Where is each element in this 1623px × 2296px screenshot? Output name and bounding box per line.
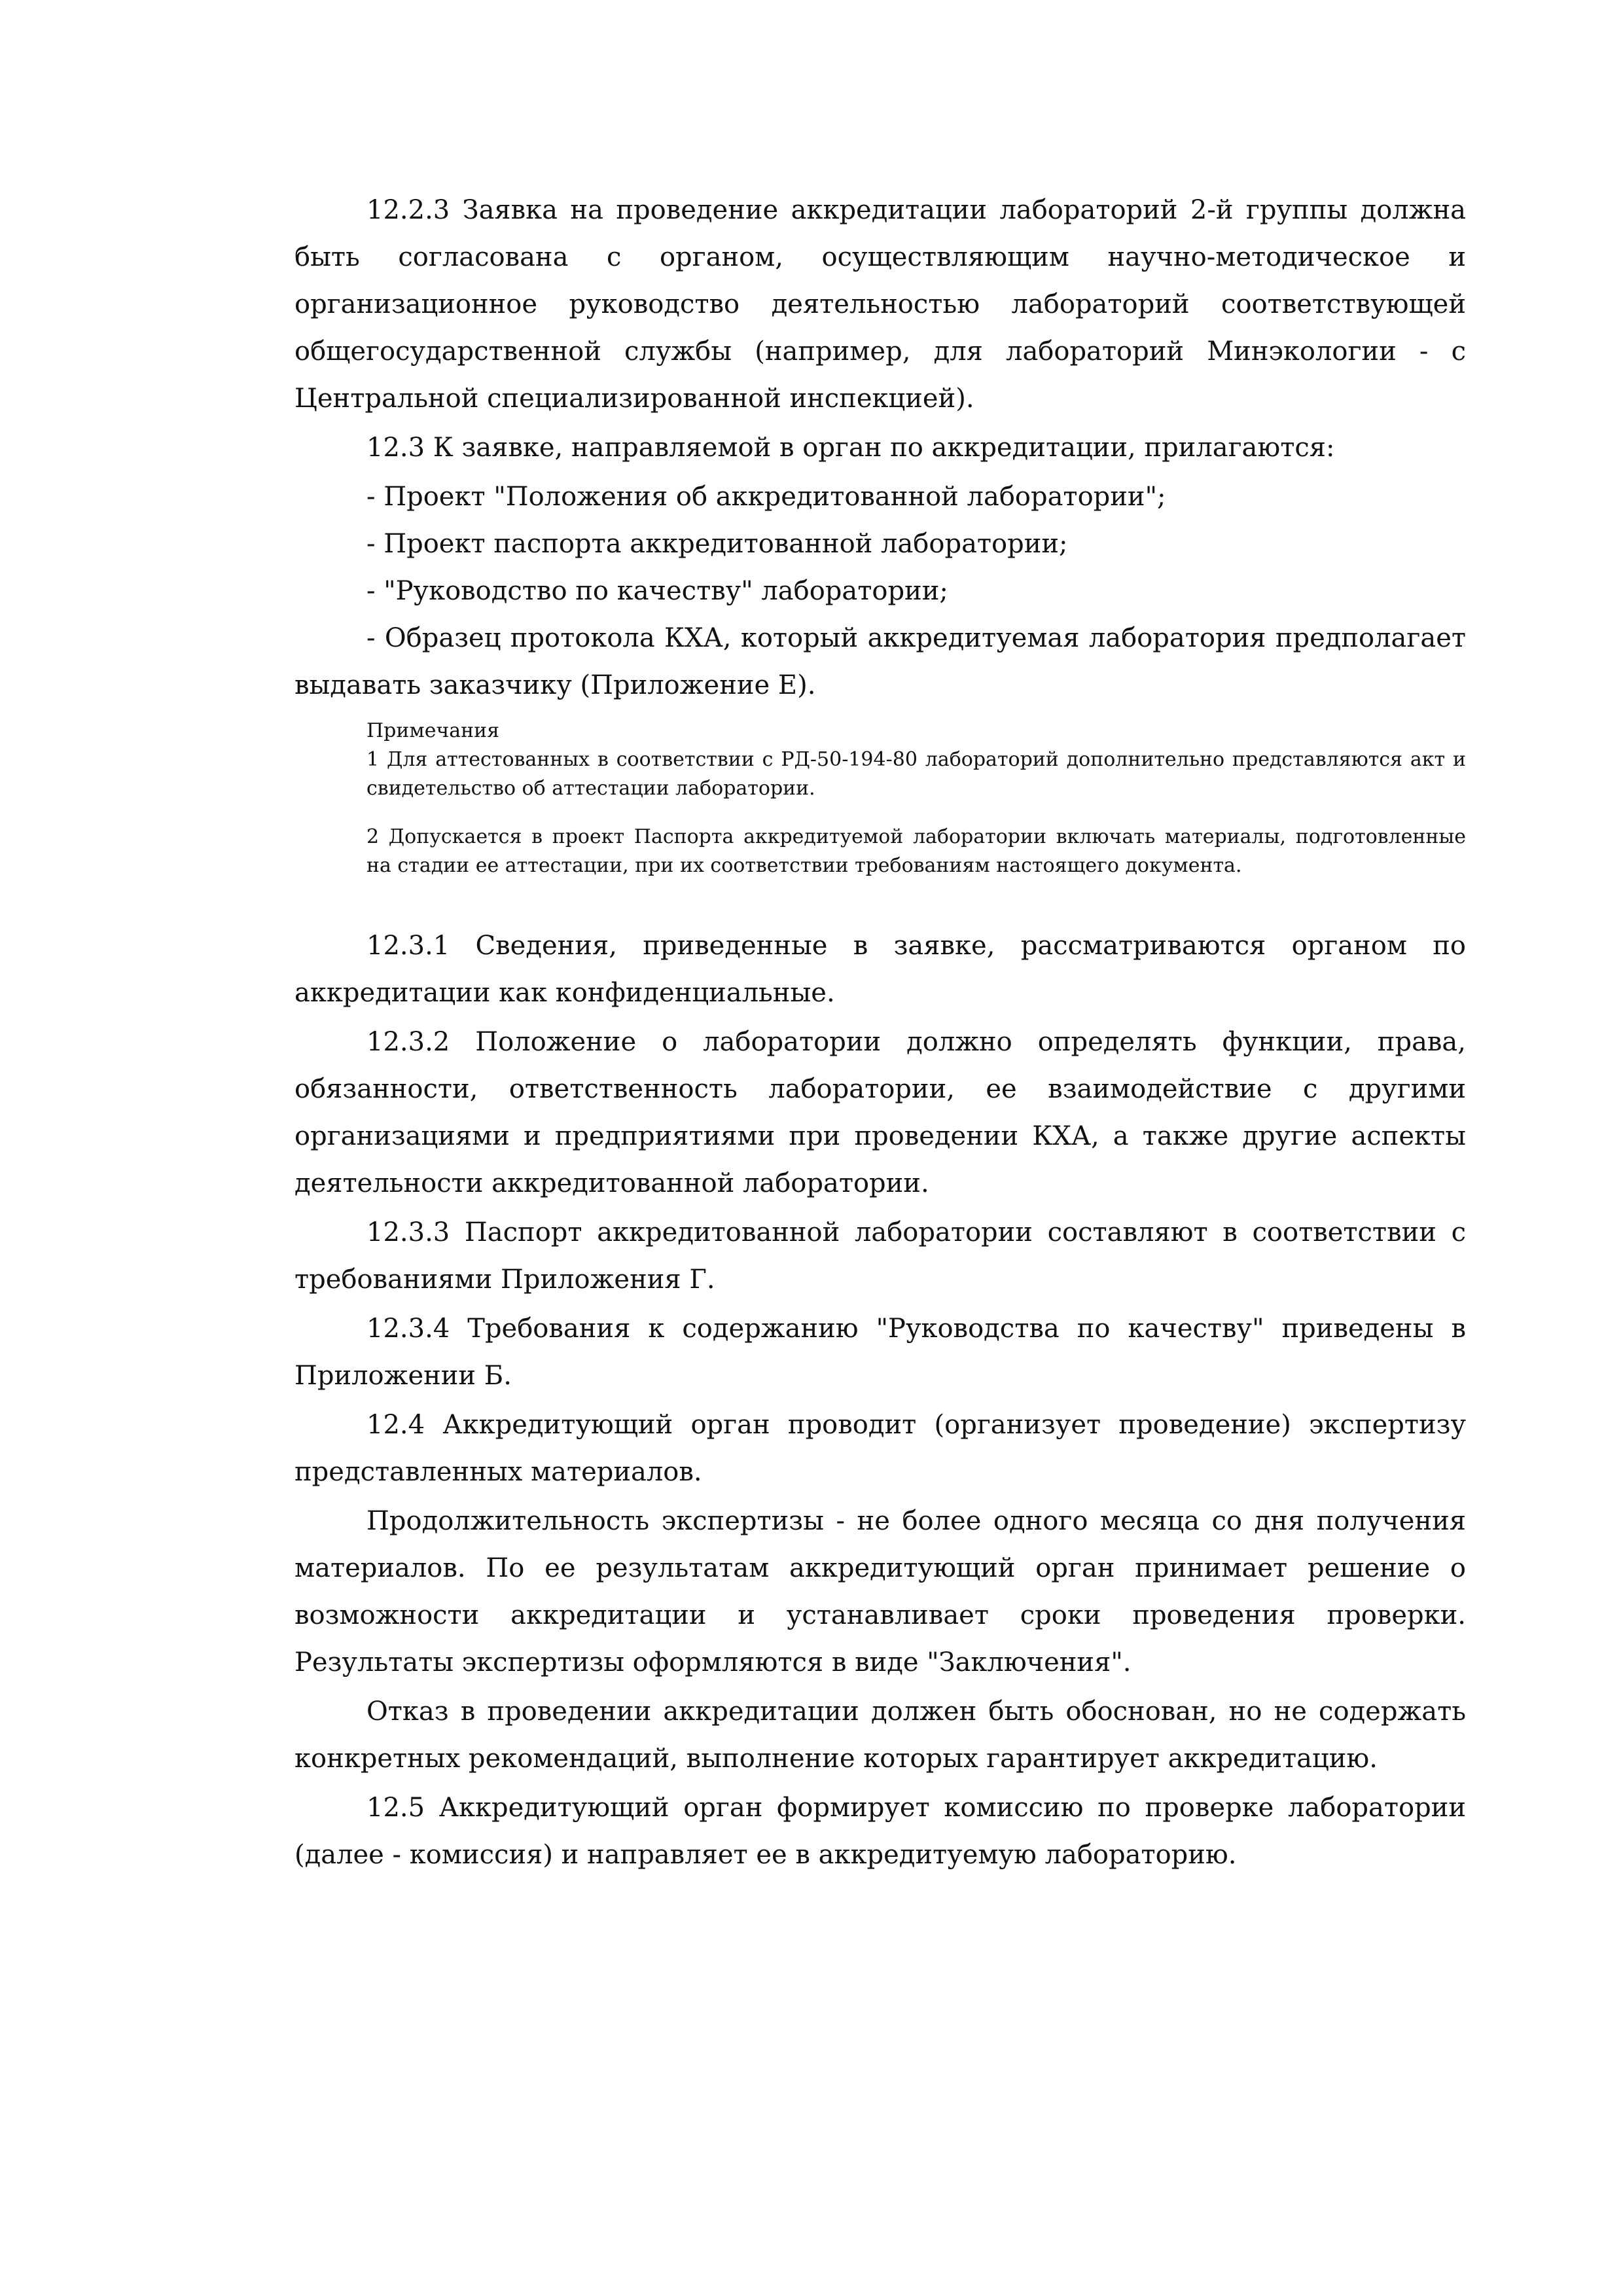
note-2: 2 Допускается в проект Паспорта аккредитуемой лаборатории включать материалы, подготовленные на стадии ее аттестации, при их соответствии требованиям настоящего документа. [366, 825, 1466, 877]
paragraph-12-3: 12.3 К заявке, направляемой в орган по аккредитации, прилагаются: [366, 433, 1335, 463]
attachment-list-item: - Проект "Положения об аккредитованной лаборатории"; [366, 482, 1166, 512]
notes-block [366, 717, 1466, 880]
note-1: 1 Для аттестованных в соответствии с РД-50-194-80 лабораторий дополнительно представляются акт и свидетельство об аттестации лаборатории. [366, 748, 1466, 800]
paragraph-duration: Продолжительность экспертизы - не более одного месяца со дня получения материалов. По ее результатам аккредитующий орган принимает решение о возможности аккредитации и устанавливает сроки проведения проверки. Результаты экспертизы оформляются в виде "Заключения". [294, 1506, 1466, 1677]
paragraph-12-3-4: 12.3.4 Требования к содержанию "Руководства по качеству" приведены в Приложении Б. [294, 1314, 1466, 1391]
attachment-list-item: - Проект паспорта аккредитованной лаборатории; [366, 529, 1068, 559]
document-page [294, 187, 1466, 1880]
paragraph-12-5: 12.5 Аккредитующий орган формирует комиссию по проверке лаборатории (далее - комиссия) и направляет ее в аккредитуемую лабораторию. [294, 1793, 1466, 1870]
paragraph-12-2-3: 12.2.3 Заявка на проведение аккредитации лабораторий 2-й группы должна быть согласована с органом, осуществляющим научно-методическое и организационное руководство деятельностью лабораторий соответствующей общегосударственной службы (например, для лабораторий Минэкологии - с Центральной специализированной инспекцией). [294, 195, 1466, 414]
attachment-list-item: - "Руководство по качеству" лаборатории; [366, 576, 948, 606]
paragraph-12-3-3: 12.3.3 Паспорт аккредитованной лаборатории составляют в соответствии с требованиями Приложения Г. [294, 1217, 1466, 1295]
spacer [294, 900, 1466, 922]
paragraph-12-3-2: 12.3.2 Положение о лаборатории должно определять функции, права, обязанности, ответственность лаборатории, ее взаимодействие с другими организациями и предприятиями при проведении КХА, а также другие аспекты деятельности аккредитованной лаборатории. [294, 1027, 1466, 1198]
paragraph-12-4: 12.4 Аккредитующий орган проводит (организует проведение) экспертизу представленных материалов. [294, 1410, 1466, 1487]
paragraph-refusal: Отказ в проведении аккредитации должен быть обоснован, но не содержать конкретных рекомендаций, выполнение которых гарантирует аккредитацию. [294, 1696, 1466, 1774]
paragraph-12-3-1: 12.3.1 Сведения, приведенные в заявке, рассматриваются органом по аккредитации как конфиденциальные. [294, 931, 1466, 1008]
notes-title: Примечания [366, 719, 500, 742]
attachment-list-item: - Образец протокола КХА, который аккредитуемая лаборатория предполагает выдавать заказчику (Приложение Е). [294, 623, 1466, 700]
